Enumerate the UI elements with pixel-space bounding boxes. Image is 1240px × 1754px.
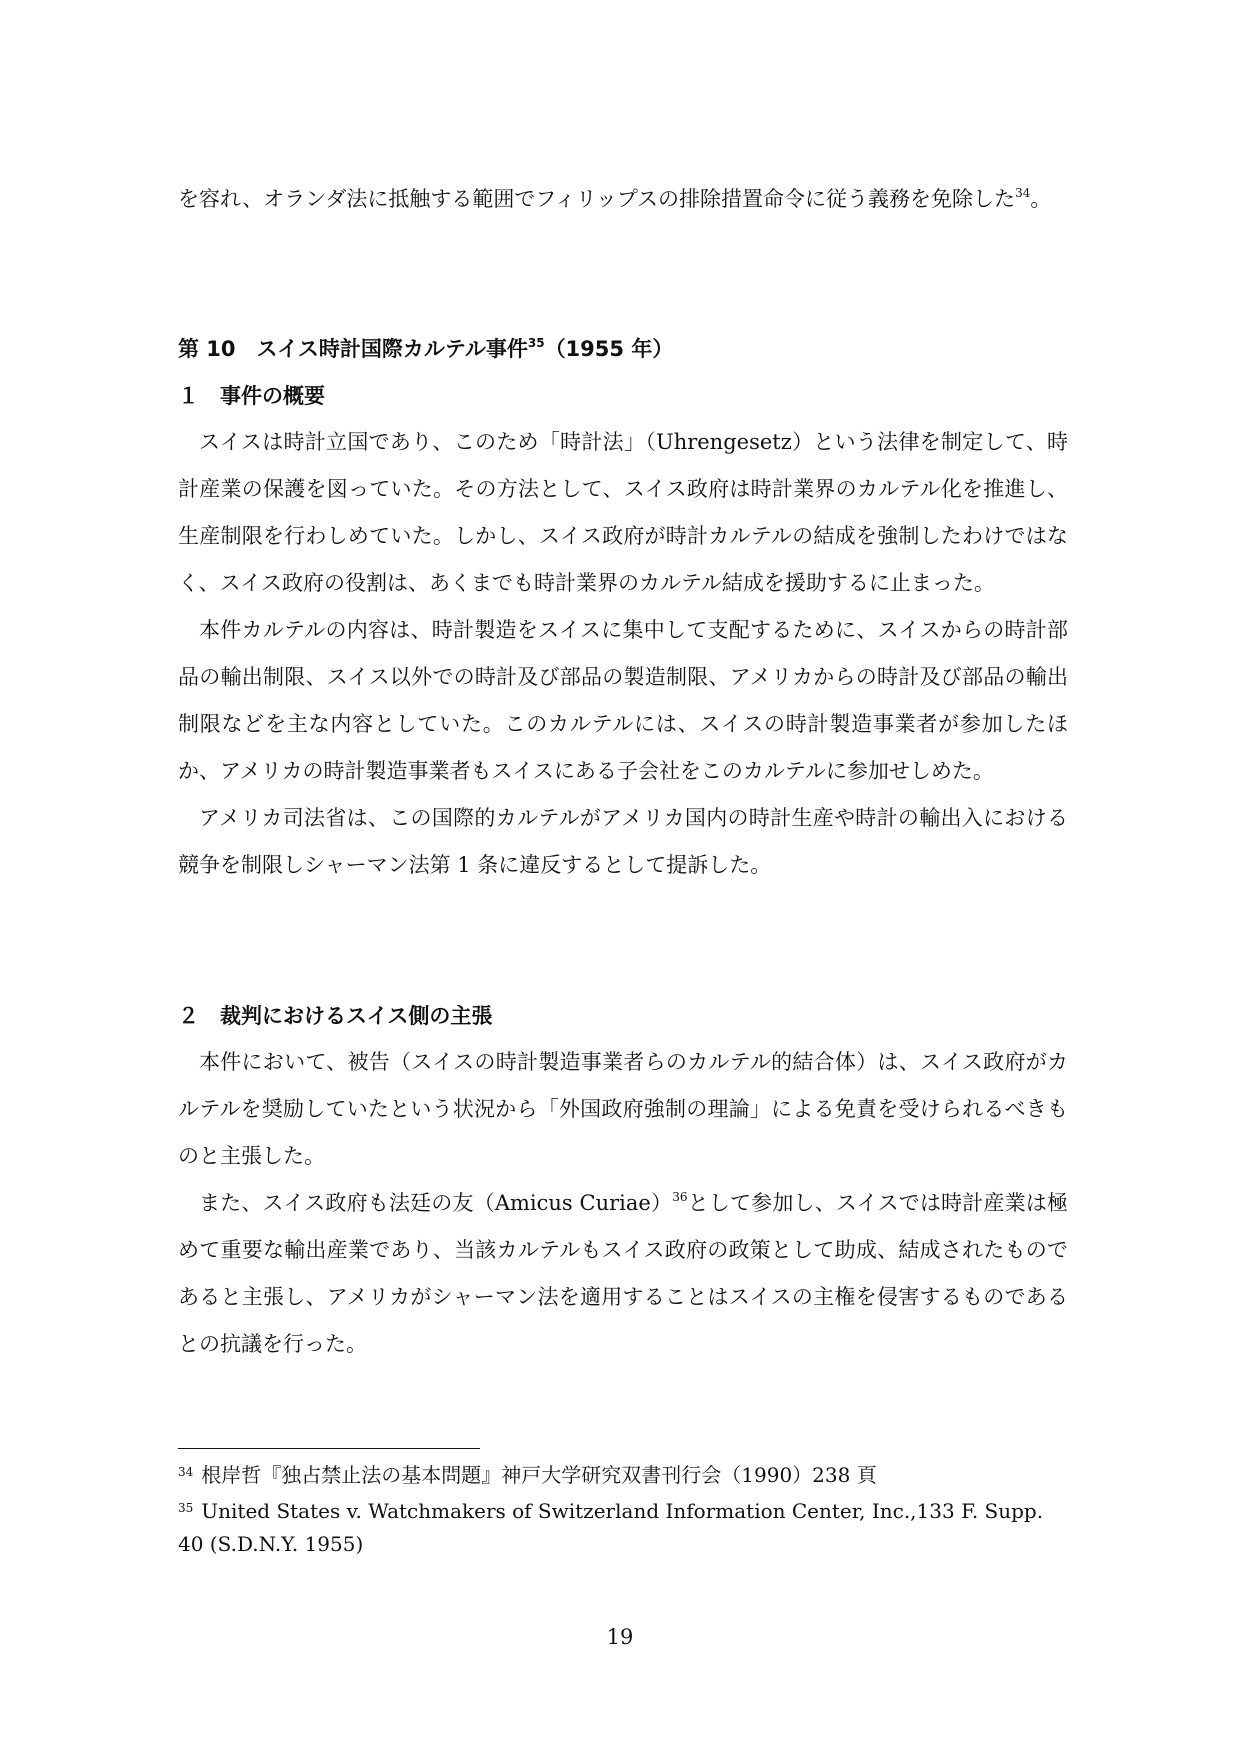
subsection-1-body — [178, 419, 1068, 889]
subsection-heading-2 — [178, 1001, 492, 1031]
footnote-separator — [178, 1448, 480, 1449]
paragraph-text: として参加し、スイスでは時計産業は極めて重要な輸出産業であり、当該カルテルもスイス政府の政策として助成、結成されたものであると主張し、アメリカがシャーマン法を適用することはスイスの主権を侵害するものであるとの抗議を行った。 — [178, 1191, 1068, 1356]
footnote-ref-36[interactable]: 36 — [672, 1190, 688, 1204]
paragraph: 本件において、被告（スイスの時計製造事業者らのカルテル的結合体）は、スイス政府がカルテルを奨励していたという状況から「外国政府強制の理論」による免責を受けられるべきものと主張した。 — [178, 1050, 1068, 1168]
footnote-text: 根岸哲『独占禁止法の基本問題』神戸大学研究双書刊行会（1990）238 頁 — [201, 1463, 877, 1487]
page-number: 19 — [606, 1625, 634, 1649]
section-year: （1955 年） — [544, 337, 674, 361]
paragraph-text: また、スイス政府も法廷の友（Amicus Curiae） — [199, 1191, 673, 1215]
section-heading — [178, 334, 673, 364]
subsection-2-title: ２ 裁判におけるスイス側の主張 — [178, 1004, 493, 1028]
footnote — [178, 1492, 1068, 1561]
footnote-number: 34 — [178, 1465, 194, 1479]
footnote-ref-34[interactable]: 34 — [1015, 186, 1031, 200]
subsection-1-title: １ 事件の概要 — [178, 384, 325, 408]
footnotes — [178, 1456, 1068, 1561]
subsection-2-body — [178, 1039, 1068, 1368]
paragraph — [178, 1180, 1068, 1368]
continuation-end: 。 — [1030, 187, 1052, 211]
footnote-text: United States v. Watchmakers of Switzerland Information Center, Inc.,133 F. Supp. 40 (S.D.N.Y. 1955) — [178, 1499, 1044, 1556]
footnote — [178, 1456, 1068, 1492]
footnote-ref-35[interactable]: 35 — [527, 336, 545, 350]
section-title: 第 10 スイス時計国際カルテル事件 — [178, 337, 528, 361]
footnote-number: 35 — [178, 1501, 194, 1515]
continuation-paragraph — [178, 176, 1068, 223]
paragraph: アメリカ司法省は、この国際的カルテルがアメリカ国内の時計生産や時計の輸出入における競争を制限しシャーマン法第 1 条に違反するとして提訴した。 — [178, 806, 1068, 877]
continuation-text: を容れ、オランダ法に抵触する範囲でフィリップスの排除措置命令に従う義務を免除した — [178, 187, 1016, 211]
paragraph: スイスは時計立国であり、このため「時計法」（Uhrengesetz）という法律を制定して、時計産業の保護を図っていた。その方法として、スイス政府は時計業界のカルテル化を推進し、生産制限を行わしめていた。しかし、スイス政府が時計カルテルの結成を強制したわけではなく、スイス政府の役割は、あくまでも時計業界のカルテル結成を援助するに止まった。 — [178, 430, 1068, 595]
subsection-heading-1 — [178, 381, 325, 411]
paragraph: 本件カルテルの内容は、時計製造をスイスに集中して支配するために、スイスからの時計部品の輸出制限、スイス以外での時計及び部品の製造制限、アメリカからの時計及び部品の輸出制限などを主な内容としていた。このカルテルには、スイスの時計製造事業者が参加したほか、アメリカの時計製造事業者もスイスにある子会社をこのカルテルに参加せしめた。 — [178, 618, 1068, 783]
